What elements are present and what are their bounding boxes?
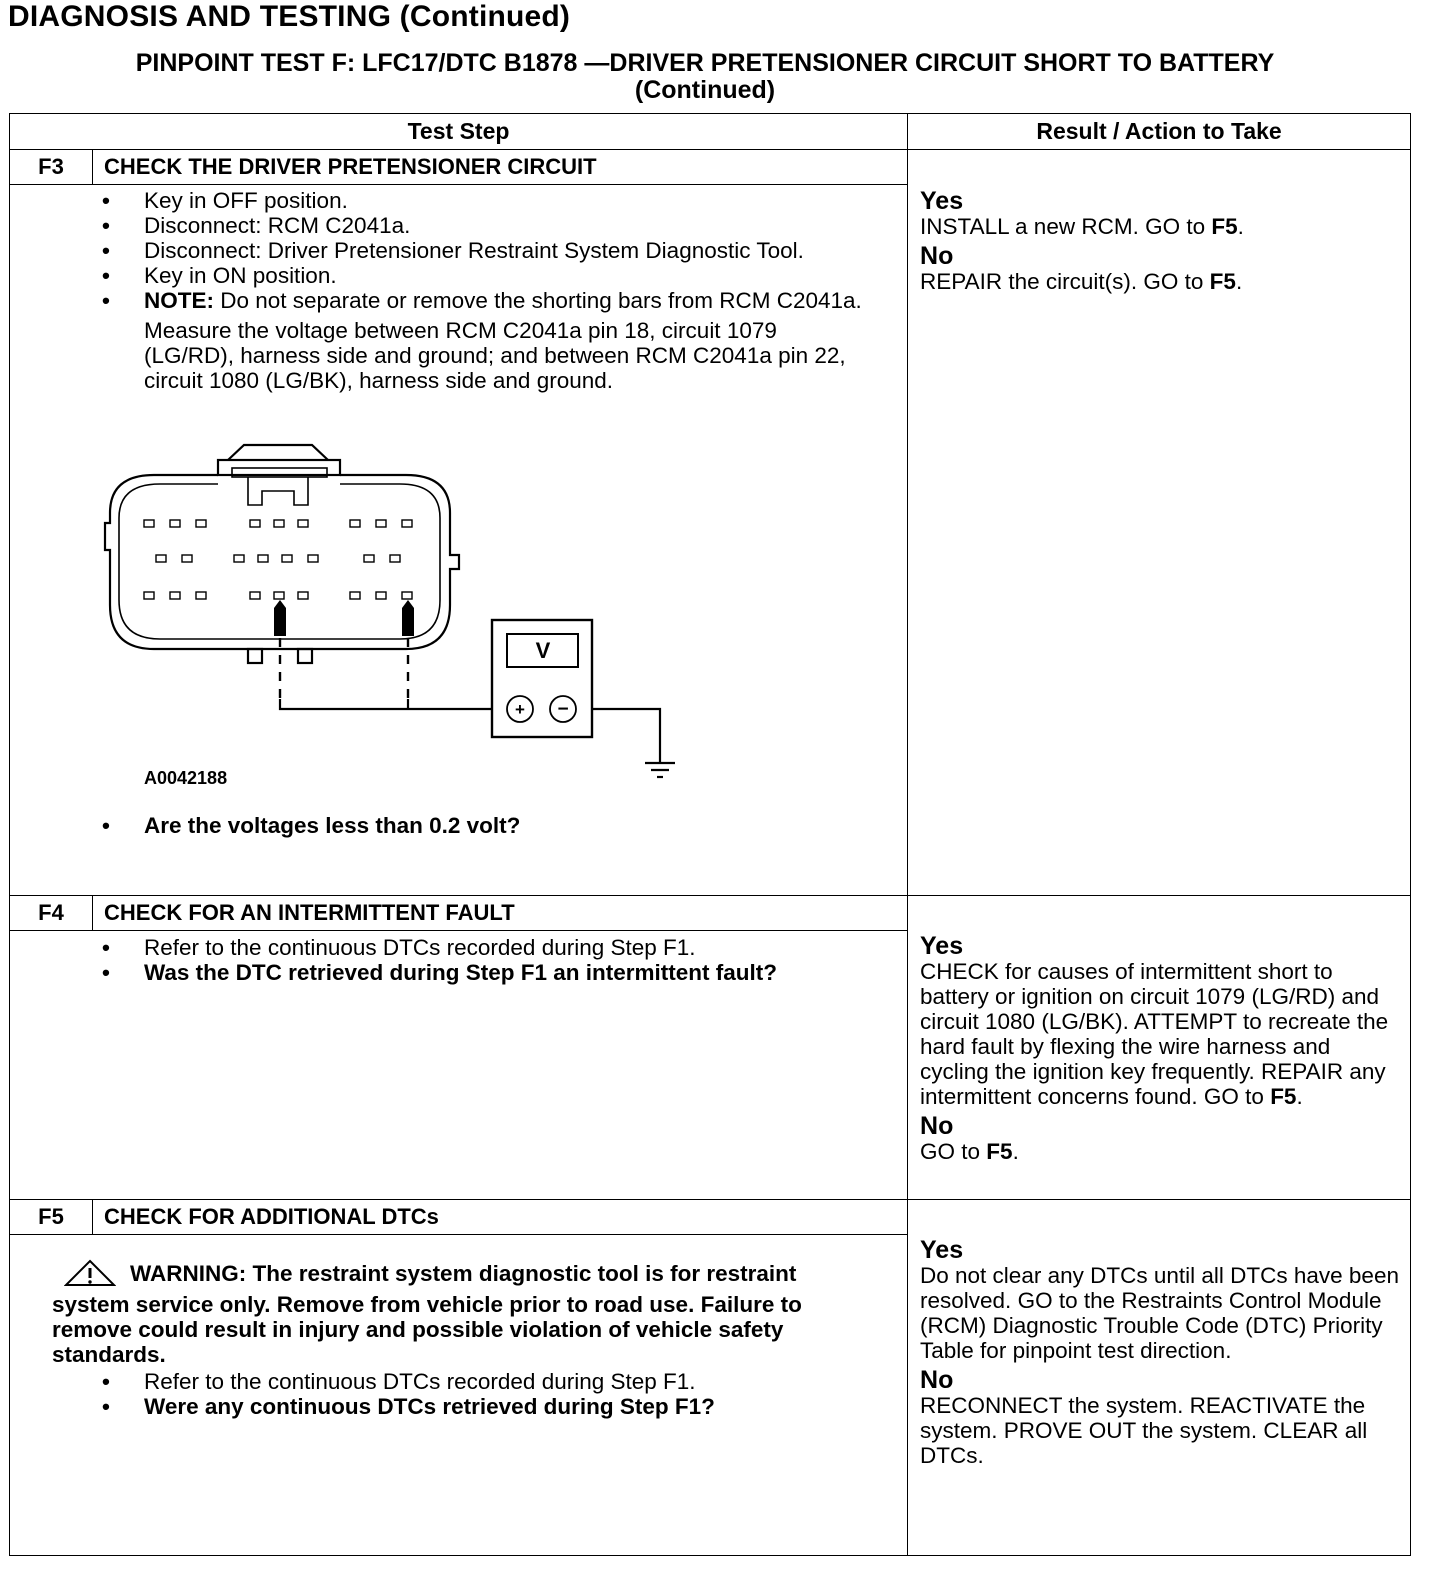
no-action: REPAIR the circuit(s). GO to F5. [920,269,1243,294]
yes-action: INSTALL a new RCM. GO to F5. [920,214,1244,239]
step-result [908,150,1411,896]
goto-step-link: F5 [1209,269,1236,294]
test-title-line-1: PINPOINT TEST F: LFC17/DTC B1878 —DRIVER PRETENSIONER CIRCUIT SHORT TO BATTERY [135,49,1275,77]
step-body [10,1235,908,1556]
no-action: RECONNECT the system. REACTIVATE the system. PROVE OUT the system. CLEAR all DTCs. [920,1393,1368,1468]
step-id: F3 [10,150,93,185]
step-id: F5 [10,1200,93,1235]
step-row-f3 [10,150,1411,185]
positive-terminal: + [515,700,525,719]
step-result [908,1200,1411,1556]
no-label: No [920,1112,954,1140]
goto-step-link: F5 [1211,214,1238,239]
meter-label: V [535,638,551,663]
warning-text: WARNING: The restraint system diagnostic tool is for restraint system service only. Remove from vehicle prior to road use. Failure to remove could result in injury and possible violation of vehicle safety standards. [52,1261,802,1367]
goto-step-link: F5 [1270,1084,1297,1109]
list-item [102,288,867,313]
yes-label: Yes [920,1236,964,1264]
test-title-line-2: (Continued) [634,76,776,104]
step-instructions [102,935,867,985]
step-heading: CHECK FOR ADDITIONAL DTCs [93,1200,908,1235]
list-item: • Key in ON position. [102,263,867,288]
list-item: • Refer to the continuous DTCs recorded during Step F1. [102,935,867,960]
pinpoint-test-title [0,50,1410,104]
figure-code: A0042188 [144,768,228,788]
negative-terminal: − [557,699,569,720]
list-item: • Disconnect: Driver Pretensioner Restraint System Diagnostic Tool. [102,238,867,263]
goto-step-link: F5 [986,1139,1013,1164]
measure-instruction: Measure the voltage between RCM C2041a pin 18, circuit 1079 (LG/RD), harness side and ground; and between RCM C2041a pin 22, circuit 1080 (LG/BK), harness side and ground. [144,318,846,393]
step-body [10,185,908,896]
step-instructions [102,1369,867,1419]
step-question: • Was the DTC retrieved during Step F1 an intermittent fault? [102,960,867,985]
step-question-list [102,813,867,838]
list-item: • Disconnect: RCM C2041a. [102,213,867,238]
step-heading: CHECK FOR AN INTERMITTENT FAULT [93,896,908,931]
header-test-step: Test Step [10,114,908,150]
connector-diagram [102,393,867,813]
note-text: Do not separate or remove the shorting bars from RCM C2041a. [214,288,862,313]
list-item: • Refer to the continuous DTCs recorded during Step F1. [102,1369,867,1394]
pinpoint-test-table [9,113,1411,1556]
step-row-f5 [10,1200,1411,1235]
yes-action: Do not clear any DTCs until all DTCs have been resolved. GO to the Restraints Control Module (RCM) Diagnostic Trouble Code (DTC) Priority Table for pinpoint test direction. [920,1263,1399,1363]
step-body [10,931,908,1200]
no-label: No [920,1366,954,1394]
step-row-f4 [10,896,1411,931]
note-label: NOTE: [144,288,214,313]
warning-block [52,1259,867,1367]
no-action: GO to F5. [920,1139,1019,1164]
step-question: • Were any continuous DTCs retrieved during Step F1? [102,1394,867,1419]
list-item: • Key in OFF position. [102,188,867,213]
step-instructions [102,188,867,313]
step-id: F4 [10,896,93,931]
warning-triangle-icon [64,1259,116,1292]
rcm-connector-voltmeter-diagram [72,393,772,813]
step-heading: CHECK THE DRIVER PRETENSIONER CIRCUIT [93,150,908,185]
yes-label: Yes [920,932,964,960]
step-result [908,896,1411,1200]
no-label: No [920,242,954,270]
page-title: DIAGNOSIS AND TESTING (Continued) [8,0,571,33]
yes-label: Yes [920,187,964,215]
header-result-action: Result / Action to Take [908,114,1411,150]
step-question: • Are the voltages less than 0.2 volt? [102,813,867,838]
yes-action: CHECK for causes of intermittent short to battery or ignition on circuit 1079 (LG/RD) and circuit 1080 (LG/BK). ATTEMPT to recreate the hard fault by flexing the wire harness and cycling the ignition key frequently. REPAIR any intermittent concerns found. GO to F5. [920,959,1389,1109]
